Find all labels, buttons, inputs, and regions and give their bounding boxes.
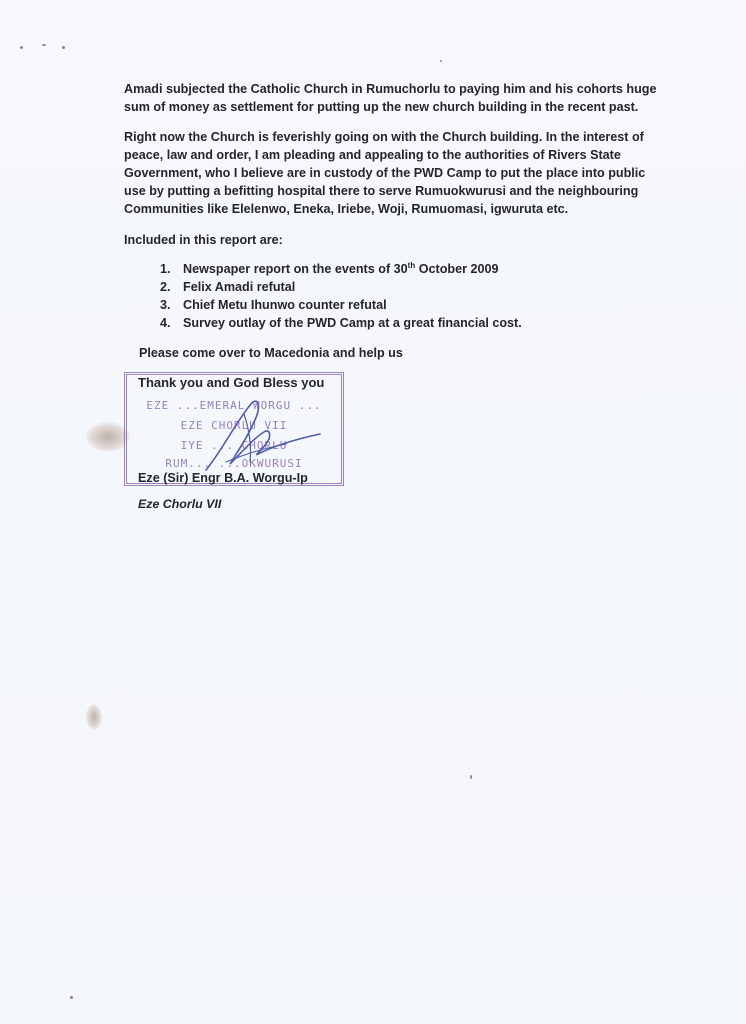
signatory-title: Eze Chorlu VII <box>138 497 222 511</box>
stamp-text: EZE ...EMERAL WORGU ... <box>146 399 322 412</box>
scan-speck <box>20 46 23 49</box>
list-item <box>160 296 620 314</box>
list-text: Felix Amadi refutal <box>183 280 296 294</box>
stamp-text: IYE ... CHORLU <box>180 439 288 452</box>
scan-speck <box>440 60 442 62</box>
list-text: Survey outlay of the PWD Camp at a great financial cost. <box>183 316 522 330</box>
stamp-text: RUM... ...OKWURUSI <box>165 457 303 470</box>
enclosures-list <box>160 260 620 332</box>
list-item <box>160 260 620 278</box>
scan-speck <box>42 44 46 46</box>
text-line: Right now the Church is feverishly going on with the Church building. In the interest of <box>124 130 644 144</box>
scan-speck <box>62 46 65 49</box>
stamp-text: EZE CHORLU VII <box>180 419 288 432</box>
list-number: 2. <box>160 280 171 294</box>
text-line: Communities like Elelenwo, Eneka, Iriebe, Woji, Rumuomasi, igwuruta etc. <box>124 202 569 216</box>
text-line: sum of money as settlement for putting up the new church building in the recent past. <box>124 100 639 114</box>
signatory-name: Eze (Sir) Engr B.A. Worgu-Ip <box>138 471 308 485</box>
text-line: Government, who I believe are in custody of the PWD Camp to put the place into public <box>124 166 646 180</box>
text-line: use by putting a befitting hospital there to serve Rumuokwurusi and the neighbouring <box>124 184 639 198</box>
list-number: 4. <box>160 316 171 330</box>
paper-stain <box>86 704 102 730</box>
list-number: 3. <box>160 298 171 312</box>
list-number: 1. <box>160 262 171 276</box>
list-item <box>160 314 620 332</box>
included-heading: Included in this report are: <box>124 233 283 247</box>
list-text: Chief Metu Ihunwo counter refutal <box>183 298 387 312</box>
paragraph-appeal <box>124 128 664 218</box>
scan-speck <box>470 775 472 779</box>
paragraph-settlement <box>124 80 664 116</box>
scan-speck <box>70 996 73 999</box>
text-line: Amadi subjected the Catholic Church in Rumuchorlu to paying him and his cohorts huge <box>124 82 657 96</box>
list-item <box>160 278 620 296</box>
plea-text: Please come over to Macedonia and help us <box>139 346 403 360</box>
text-line: peace, law and order, I am pleading and appealing to the authorities of Rivers State <box>124 148 621 162</box>
closing-line: Thank you and God Bless you <box>138 375 325 390</box>
list-text: Newspaper report on the events of 30th October 2009 <box>183 261 499 276</box>
